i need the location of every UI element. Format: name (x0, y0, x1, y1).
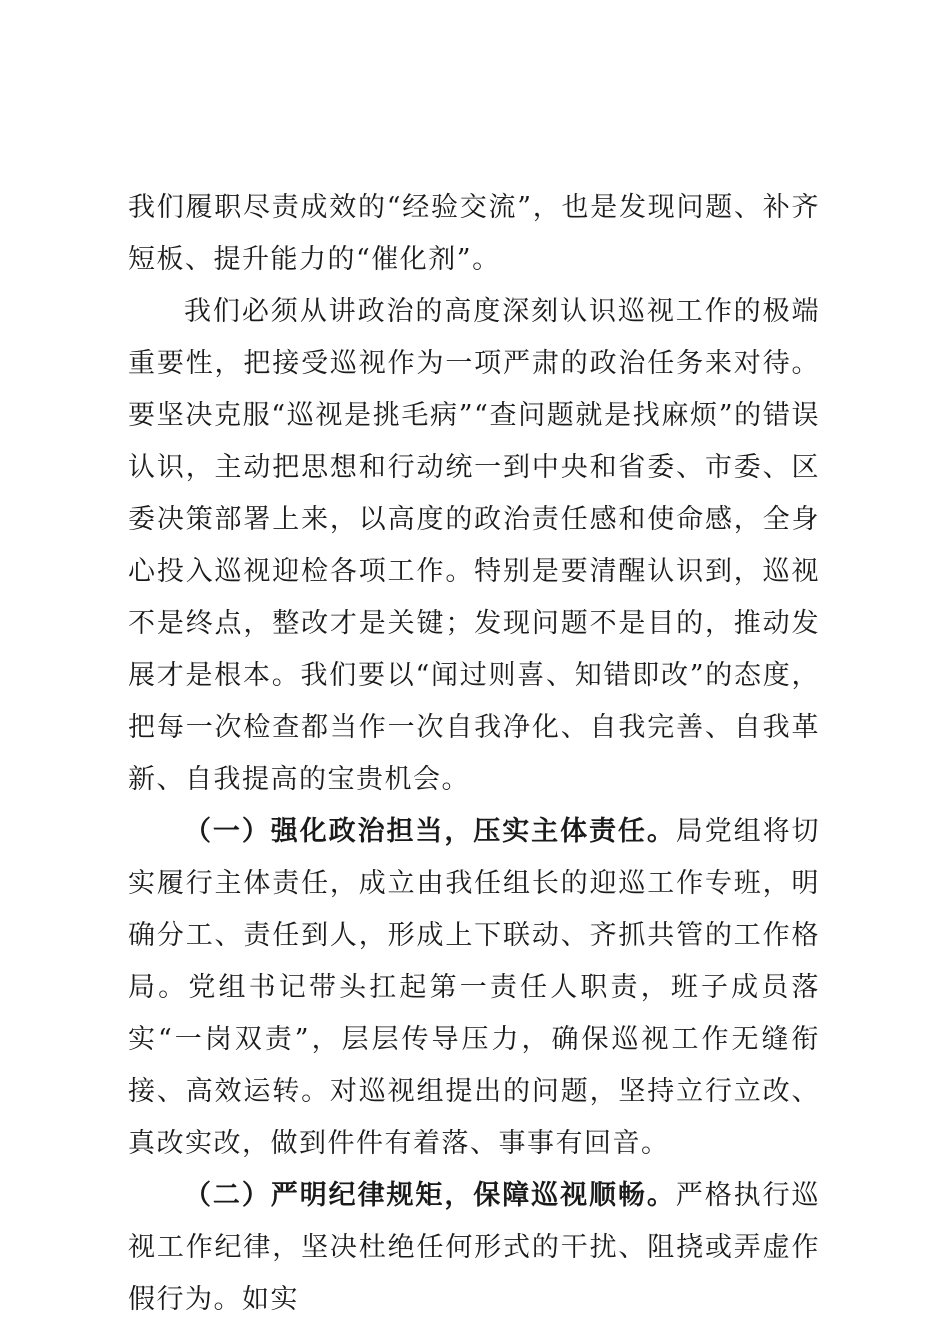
document-body (128, 182, 820, 1326)
paragraph-importance (128, 286, 820, 806)
paragraph-text: 严格执行巡视工作纪律，坚决杜绝任何形式的干扰、阻挠或弄虚作假行为。如实 (128, 1180, 821, 1315)
paragraph-section-one (128, 806, 820, 1170)
section-heading: （一）强化政治担当，压实主体责任。 (184, 816, 676, 847)
paragraph-continuation (128, 182, 820, 286)
paragraph-text: 我们履职尽责成效的“经验交流”，也是发现问题、补齐短板、提升能力的“催化剂”。 (128, 192, 820, 275)
section-heading: （二）严明纪律规矩，保障巡视顺畅。 (184, 1180, 676, 1211)
paragraph-text: 局党组将切实履行主体责任，成立由我任组长的迎巡工作专班，明确分工、责任到人，形成上下联动、齐抓共管的工作格局。党组书记带头扛起第一责任人职责，班子成员落实“一岗双责”，层层传导压力，确保巡视工作无缝衔接、高效运转。对巡视组提出的问题，坚持立行立改、真改实改，做到件件有着落、事事有回音。 (128, 816, 821, 1159)
paragraph-section-two (128, 1170, 820, 1326)
paragraph-text: 我们必须从讲政治的高度深刻认识巡视工作的极端重要性，把接受巡视作为一项严肃的政治任务来对待。要坚决克服“巡视是挑毛病”“查问题就是找麻烦”的错误认识，主动把思想和行动统一到中央和省委、市委、区委决策部署上来，以高度的政治责任感和使命感，全身心投入巡视迎检各项工作。特别是要清醒认识到，巡视不是终点，整改才是关键；发现问题不是目的，推动发展才是根本。我们要以“闻过则喜、知错即改”的态度，把每一次检查都当作一次自我净化、自我完善、自我革新、自我提高的宝贵机会。 (128, 296, 820, 795)
